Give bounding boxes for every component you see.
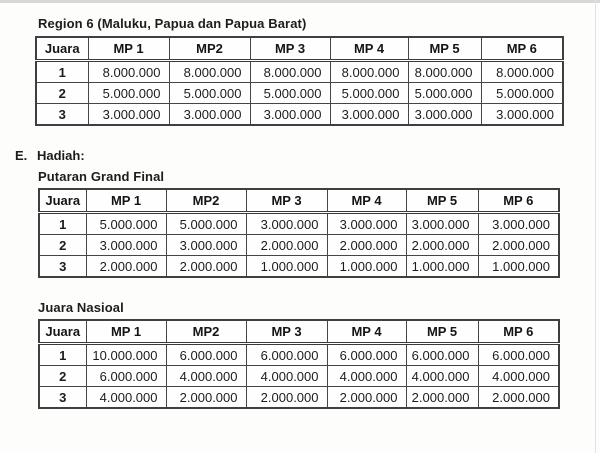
table-row xyxy=(39,387,559,409)
prize-cell: 1.000.000 xyxy=(406,256,478,278)
prize-cell: 3.000.000 xyxy=(88,104,169,126)
prize-cell: 8.000.000 xyxy=(408,61,481,83)
prize-cell: 2.000.000 xyxy=(478,387,559,409)
prize-cell: 3.000.000 xyxy=(169,104,250,126)
prize-cell: 3.000.000 xyxy=(250,104,330,126)
prize-cell: 1.000.000 xyxy=(478,256,559,278)
prize-cell: 6.000.000 xyxy=(327,344,406,366)
column-header: MP2 xyxy=(166,189,246,213)
prize-cell: 5.000.000 xyxy=(169,83,250,104)
prize-cell: 8.000.000 xyxy=(169,61,250,83)
grand-final-table-title: Putaran Grand Final xyxy=(38,169,165,184)
prize-cell: 3.000.000 xyxy=(406,213,478,235)
prize-cell: 2.000.000 xyxy=(327,387,406,409)
prize-cell: 5.000.000 xyxy=(86,213,166,235)
prize-cell: 5.000.000 xyxy=(481,83,563,104)
table-row xyxy=(39,213,559,235)
prize-cell: 2.000.000 xyxy=(406,387,478,409)
column-header: Juara xyxy=(36,37,88,61)
prize-cell: 3.000.000 xyxy=(408,104,481,126)
rank-cell: 3 xyxy=(39,256,86,278)
national-table-title: Juara Nasioal xyxy=(38,300,124,315)
rank-cell: 1 xyxy=(39,344,86,366)
column-header: Juara xyxy=(39,189,86,213)
prize-cell: 2.000.000 xyxy=(406,235,478,256)
national-prize-table xyxy=(38,319,560,409)
prize-cell: 3.000.000 xyxy=(330,104,408,126)
prize-cell: 3.000.000 xyxy=(327,213,406,235)
prize-cell: 10.000.000 xyxy=(86,344,166,366)
column-header: MP 4 xyxy=(330,37,408,61)
prize-cell: 3.000.000 xyxy=(246,213,327,235)
prize-cell: 5.000.000 xyxy=(408,83,481,104)
rank-cell: 3 xyxy=(36,104,88,126)
prize-cell: 8.000.000 xyxy=(481,61,563,83)
header-row xyxy=(39,189,559,213)
column-header: MP2 xyxy=(169,37,250,61)
prize-cell: 4.000.000 xyxy=(166,366,246,387)
prize-cell: 2.000.000 xyxy=(166,256,246,278)
prize-cell: 3.000.000 xyxy=(166,235,246,256)
prize-cell: 8.000.000 xyxy=(330,61,408,83)
section-title: Hadiah: xyxy=(37,148,85,163)
table-row xyxy=(39,344,559,366)
column-header: MP 5 xyxy=(406,320,478,344)
column-header: MP 4 xyxy=(327,189,406,213)
prize-cell: 4.000.000 xyxy=(246,366,327,387)
table-row xyxy=(39,235,559,256)
prize-cell: 4.000.000 xyxy=(327,366,406,387)
column-header: MP 6 xyxy=(481,37,563,61)
prize-cell: 6.000.000 xyxy=(406,344,478,366)
column-header: MP 3 xyxy=(246,320,327,344)
prize-cell: 4.000.000 xyxy=(478,366,559,387)
prize-cell: 6.000.000 xyxy=(166,344,246,366)
prize-cell: 5.000.000 xyxy=(250,83,330,104)
header-row xyxy=(39,320,559,344)
prize-cell: 4.000.000 xyxy=(406,366,478,387)
column-header: Juara xyxy=(39,320,86,344)
prize-cell: 2.000.000 xyxy=(166,387,246,409)
table-row xyxy=(36,104,563,126)
column-header: MP 3 xyxy=(250,37,330,61)
prize-cell: 4.000.000 xyxy=(86,387,166,409)
section-heading xyxy=(15,148,85,163)
column-header: MP 6 xyxy=(478,320,559,344)
column-header: MP 1 xyxy=(88,37,169,61)
prize-cell: 5.000.000 xyxy=(166,213,246,235)
prize-cell: 6.000.000 xyxy=(478,344,559,366)
rank-cell: 2 xyxy=(39,235,86,256)
column-header: MP 1 xyxy=(86,320,166,344)
prize-cell: 3.000.000 xyxy=(86,235,166,256)
prize-cell: 5.000.000 xyxy=(330,83,408,104)
column-header: MP 5 xyxy=(408,37,481,61)
prize-cell: 5.000.000 xyxy=(88,83,169,104)
prize-cell: 6.000.000 xyxy=(246,344,327,366)
photo-top-edge xyxy=(0,0,600,3)
prize-cell: 2.000.000 xyxy=(246,235,327,256)
prize-cell: 2.000.000 xyxy=(478,235,559,256)
prize-cell: 8.000.000 xyxy=(250,61,330,83)
region6-table-title: Region 6 (Maluku, Papua dan Papua Barat) xyxy=(38,16,307,31)
prize-cell: 1.000.000 xyxy=(246,256,327,278)
table-row xyxy=(39,256,559,278)
prize-cell: 8.000.000 xyxy=(88,61,169,83)
column-header: MP 6 xyxy=(478,189,559,213)
prize-cell: 2.000.000 xyxy=(246,387,327,409)
prize-cell: 3.000.000 xyxy=(481,104,563,126)
prize-cell: 2.000.000 xyxy=(86,256,166,278)
table-row xyxy=(39,366,559,387)
rank-cell: 1 xyxy=(36,61,88,83)
table-row xyxy=(36,83,563,104)
photo-right-edge xyxy=(595,0,596,453)
section-label: E. xyxy=(15,148,28,163)
prize-cell: 1.000.000 xyxy=(327,256,406,278)
prize-cell: 3.000.000 xyxy=(478,213,559,235)
column-header: MP 4 xyxy=(327,320,406,344)
rank-cell: 1 xyxy=(39,213,86,235)
header-row xyxy=(36,37,563,61)
region6-prize-table xyxy=(35,36,564,126)
rank-cell: 2 xyxy=(36,83,88,104)
rank-cell: 3 xyxy=(39,387,86,409)
rank-cell: 2 xyxy=(39,366,86,387)
column-header: MP 3 xyxy=(246,189,327,213)
prize-cell: 6.000.000 xyxy=(86,366,166,387)
grand-final-prize-table xyxy=(38,188,560,278)
column-header: MP 1 xyxy=(86,189,166,213)
table-row xyxy=(36,61,563,83)
prize-cell: 2.000.000 xyxy=(327,235,406,256)
column-header: MP 5 xyxy=(406,189,478,213)
column-header: MP2 xyxy=(166,320,246,344)
